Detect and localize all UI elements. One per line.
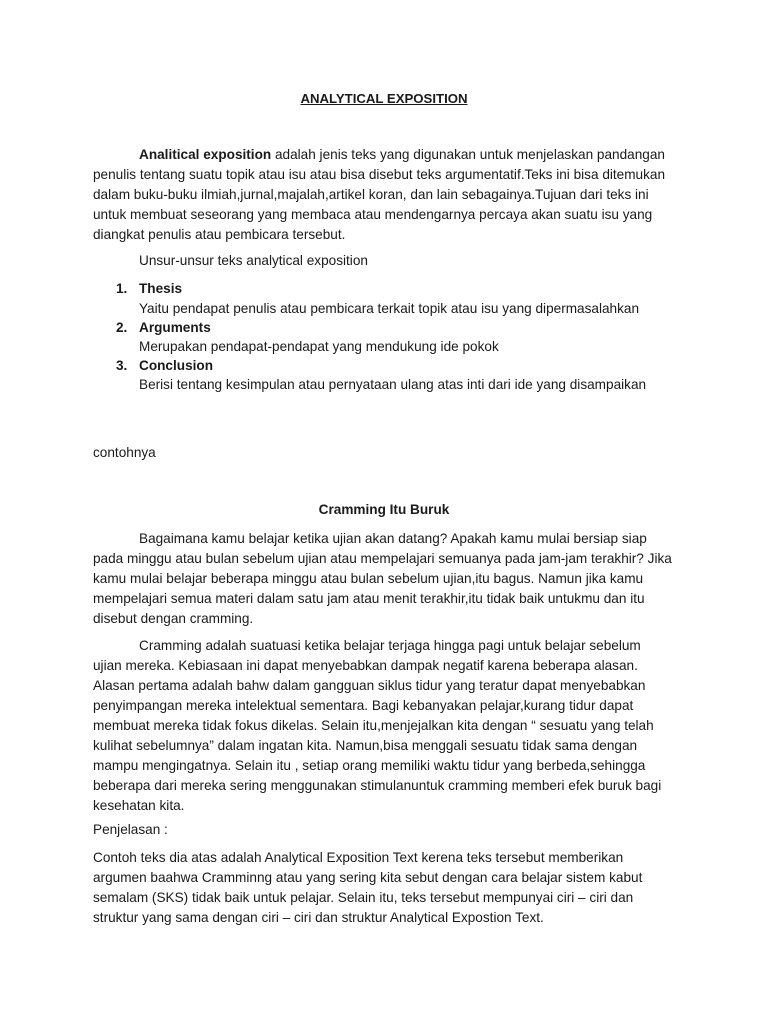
example-title: Cramming Itu Buruk [318,502,450,517]
intro-term: Analitical exposition [139,147,272,162]
list-item-title: Arguments [139,320,211,335]
list-item-description: Berisi tentang kesimpulan atau pernyataan ulang atas inti dari ide yang disampaikan [139,377,647,392]
document-title: ANALYTICAL EXPOSITION [300,91,468,106]
list-item-number: 3. [116,358,128,373]
explanation-label: Penjelasan : [93,822,168,837]
explanation-paragraph: Contoh teks dia atas adalah Analytical Exposition Text kerena teks tersebut memberikan argumen baahwa Cramminng atau yang sering kita sebut dengan cara belajar sistem kabut semalam (SKS) tidak baik untuk pelajar. Selain itu, teks tersebut mempunyai ciri – ciri dan struktur yang sama dengan ciri – ciri dan struktur Analytical Expostion Text. [93,850,643,925]
list-item-description: Merupakan pendapat-pendapat yang mendukung ide pokok [139,339,499,354]
list-item-number: 1. [116,281,128,296]
example-paragraph-1: Bagaimana kamu belajar ketika ujian akan datang? Apakah kamu mulai bersiap siap pada minggu atau bulan sebelum ujian atau mempelajari semuanya pada jam-jam terakhir? Jika kamu mulai belajar beberapa minggu atau bulan sebelum ujian,itu bagus. Namun jika kamu mempelajari semua materi dalam satu jam atau menit terakhir,itu tidak baik untukmu dan itu disebut dengan cramming. [93,531,672,626]
intro-paragraph [93,145,673,245]
list-item-title: Thesis [139,281,183,296]
example-paragraph-2: Cramming adalah suatuasi ketika belajar terjaga hingga pagi untuk belajar sebelum ujian mereka. Kebiasaan ini dapat menyebabkan dampak negatif karena beberapa alasan. Alasan pertama adalah bahw dalam gangguan siklus tidur yang teratur dapat menyebabkan penyimpangan mereka intelektual sementara. Bagi kebanyakan pelajar,kurang tidur dapat membuat mereka tidak fokus dikelas. Selain itu,menjejalkan kita dengan “ sesuatu yang telah kulihat sebelumnya” dalam ingatan kita. Namun,bisa menggali sesuatu tidak sama dengan mampu mengingatnya. Selain itu , setiap orang memiliki waktu tidur yang berbeda,sehingga beberapa dari mereka sering menggunakan stimulanuntuk cramming memberi efek buruk bagi kesehatan kita. [93,638,662,813]
list-item-number: 2. [116,320,128,335]
elements-heading: Unsur-unsur teks analytical exposition [139,253,368,268]
list-item-title: Conclusion [139,358,214,373]
example-label: contohnya [93,445,156,460]
list-item-description: Yaitu pendapat penulis atau pembicara terkait topik atau isu yang dipermasalahkan [139,301,640,316]
intro-text: adalah jenis teks yang digunakan untuk menjelaskan pandangan penulis tentang suatu topik atau isu atau bisa disebut teks argumentatif.Teks ini bisa ditemukan dalam buku-buku ilmiah,jurnal,majalah,artikel koran, dan lain sebagainya.Tujuan dari teks ini untuk membuat seseorang yang membaca atau mendengarnya percaya akan suatu isu yang diangkat penulis atau pembicara tersebut. [93,147,666,242]
